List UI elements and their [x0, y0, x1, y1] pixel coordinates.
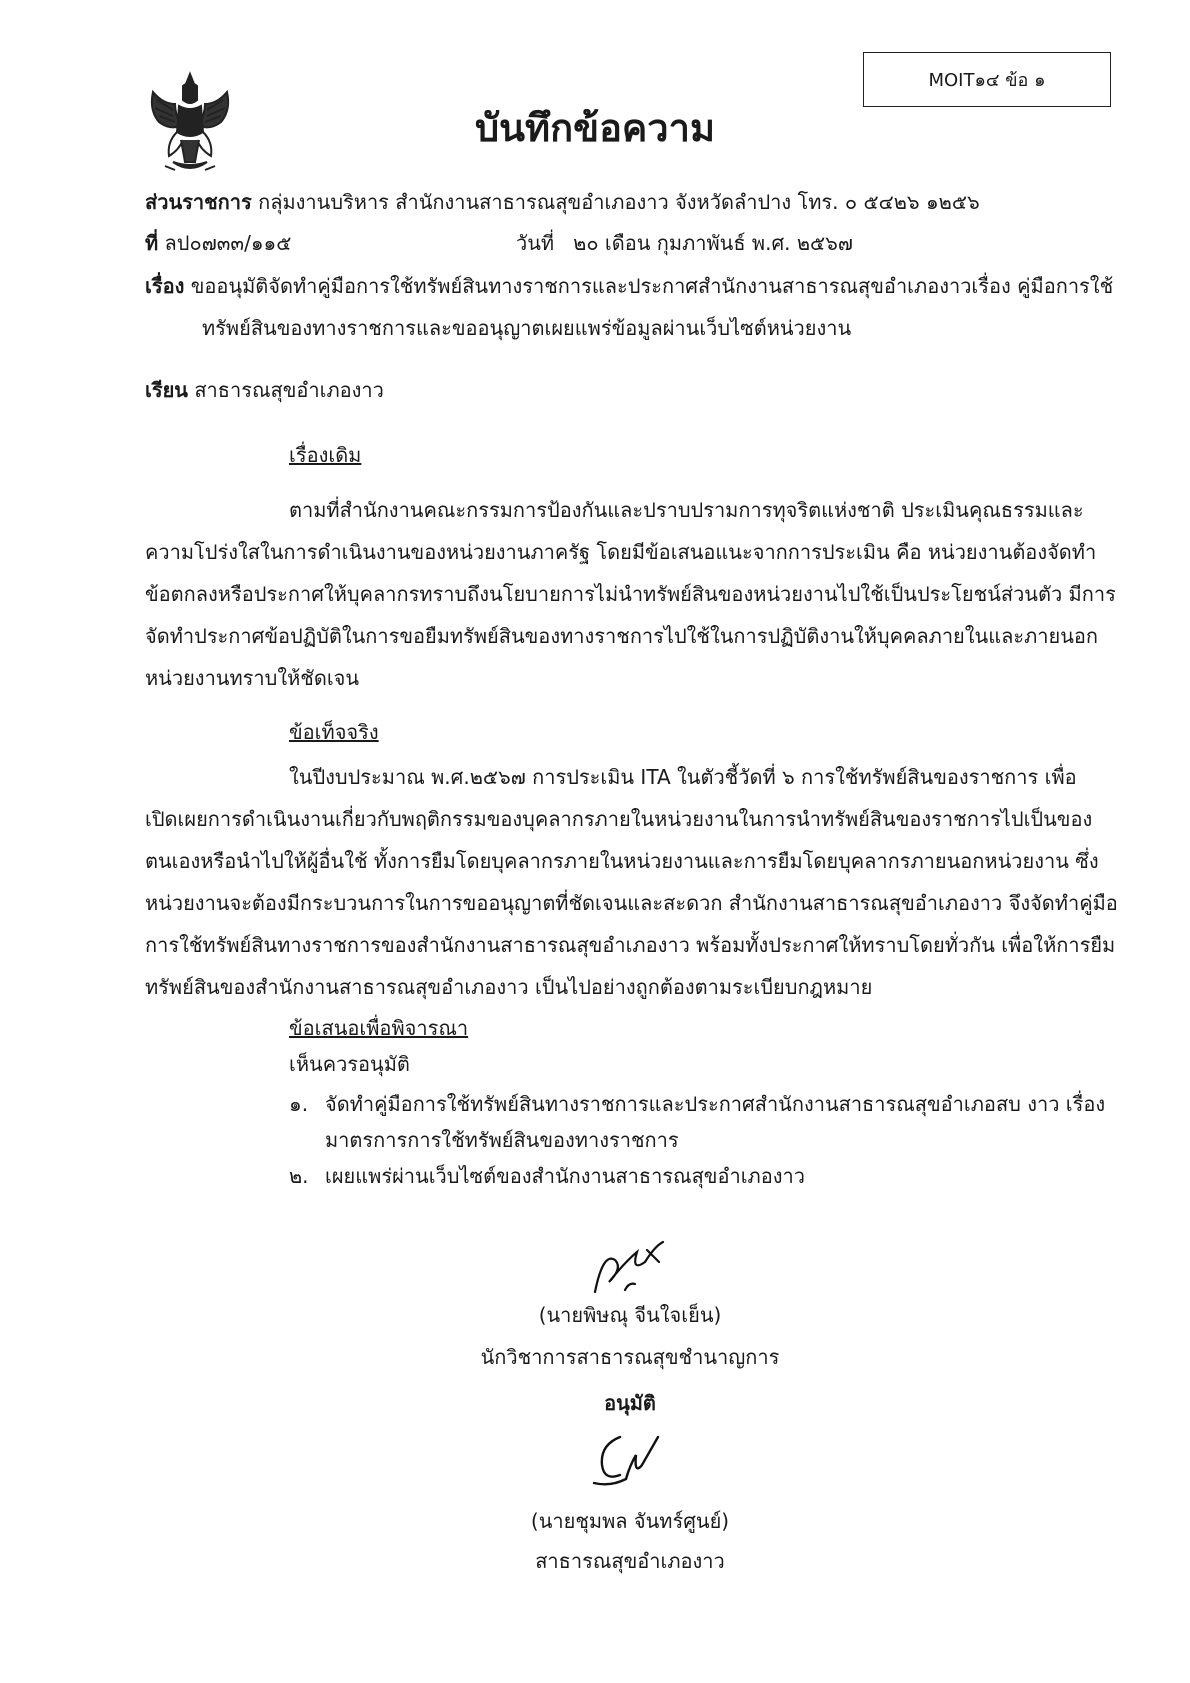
department-row: [145, 184, 980, 220]
proposal-item-number: ๒.: [289, 1164, 309, 1188]
paragraph-line: ตามที่สำนักงานคณะกรรมการป้องกันและปราบปรามการทุจริตแห่งชาติ ประเมินคุณธรรมและ: [289, 498, 1084, 522]
recipient-label: เรียน: [145, 378, 188, 402]
signer-1-name: (นายพิษณุ จีนใจเย็น): [538, 1303, 722, 1327]
date-value: ๒๐ เดือน กุมภาพันธ์ พ.ศ. ๒๕๖๗: [573, 231, 853, 255]
background-paragraph: [145, 489, 1116, 699]
memo-title: บันทึกข้อความ: [474, 106, 716, 150]
date-label: วันที่: [516, 231, 555, 255]
recipient-value: สาธารณสุขอำเภองาว: [194, 378, 384, 402]
date-row: [516, 225, 853, 261]
paragraph-line: จัดทำประกาศข้อปฏิบัติในการขอยืมทรัพย์สินของทางราชการไปใช้ในการปฏิบัติงานให้บุคคลภายในและภายนอก: [145, 624, 1099, 648]
paragraph-line: ในปีงบประมาณ พ.ศ.๒๕๖๗ การประเมิน ITA ในตัวชี้วัดที่ ๖ การใช้ทรัพย์สินของราชการ เพื่อ: [289, 765, 1077, 789]
proposal-intro: เห็นควรอนุมัติ: [289, 1052, 410, 1076]
proposal-item-text: มาตรการการใช้ทรัพย์สินของทางราชการ: [325, 1128, 679, 1152]
facts-heading: ข้อเท็จจริง: [289, 720, 379, 744]
proposal-item-text: เผยแพร่ผ่านเว็บไซต์ของสำนักงานสาธารณสุขอำเภองาว: [325, 1164, 805, 1188]
approver-position: สาธารณสุขอำเภองาว: [535, 1549, 725, 1573]
facts-paragraph: [145, 756, 1118, 1008]
subject-label: เรื่อง: [145, 274, 185, 298]
signer-1-position: นักวิชาการสาธารณสุขชำนาญการ: [480, 1345, 780, 1369]
department-label: ส่วนราชการ: [145, 190, 252, 214]
proposal-item-number: ๑.: [289, 1092, 309, 1116]
reference-label: ที่: [145, 231, 159, 255]
background-heading: เรื่องเดิม: [289, 443, 362, 467]
subject-row: [145, 268, 1113, 304]
paragraph-line: การใช้ทรัพย์สินทางราชการของสำนักงานสาธารณสุขอำเภองาว พร้อมทั้งประกาศให้ทราบโดยทั่วกัน เพื่อให้การยืม: [145, 933, 1116, 957]
subject-line-2: ทรัพย์สินของทางราชการและขออนุญาตเผยแพร่ข้อมูลผ่านเว็บไซต์หน่วยงาน: [202, 316, 852, 340]
subject-line-1: ขออนุมัติจัดทำคู่มือการใช้ทรัพย์สินทางราชการและประกาศสำนักงานสาธารณสุขอำเภองาวเรื่อง คู่มือการใช้: [190, 274, 1114, 298]
proposal-heading: ข้อเสนอเพื่อพิจารณา: [289, 1016, 469, 1040]
paragraph-line: ข้อตกลงหรือประกาศให้บุคลากรทราบถึงนโยบายการไม่นำทรัพย์สินของหน่วยงานไปใช้เป็นประโยชน์ส่วนตัว มีการ: [145, 582, 1116, 606]
signature-1-image: [585, 1232, 675, 1302]
paragraph-line: เปิดเผยการดำเนินงานเกี่ยวกับพฤติกรรมของบุคลากรภายในหน่วยงานในการนำทรัพย์สินของราชการไปเป็นของ: [145, 807, 1093, 831]
paragraph-line: ตนเองหรือนำไปให้ผู้อื่นใช้ ทั้งการยืมโดยบุคลากรภายในหน่วยงานและการยืมโดยบุคลากรภายนอกหน่วยงาน ซึ่ง: [145, 849, 1099, 873]
proposal-item-text: จัดทำคู่มือการใช้ทรัพย์สินทางราชการและประกาศสำนักงานสาธารณสุขอำเภอสบ งาว เรื่อง: [325, 1092, 1106, 1116]
recipient-row: [145, 372, 384, 408]
department-value: กลุ่มงานบริหาร สำนักงานสาธารณสุขอำเภองาว จังหวัดลำปาง โทร. ๐ ๕๔๒๖ ๑๒๕๖: [258, 190, 980, 214]
reference-value: ลป๐๗๓๓/๑๑๕: [164, 231, 292, 255]
approver-name: (นายชุมพล จันทร์ศูนย์): [530, 1509, 730, 1533]
paragraph-line: ทรัพย์สินของสำนักงานสาธารณสุขอำเภองาว เป็นไปอย่างถูกต้องตามระเบียบกฎหมาย: [145, 975, 873, 999]
document-code: MOIT๑๔ ข้อ ๑: [928, 70, 1046, 91]
signature-2-image: [580, 1425, 670, 1495]
approval-label: อนุมัติ: [604, 1391, 656, 1415]
reference-row: [145, 225, 291, 261]
paragraph-line: หน่วยงานทราบให้ชัดเจน: [145, 666, 360, 690]
paragraph-line: ความโปร่งใสในการดำเนินงานของหน่วยงานภาครัฐ โดยมีข้อเสนอแนะจากการประเมิน คือ หน่วยงานต้องจัดทำ: [145, 540, 1097, 564]
paragraph-line: หน่วยงานจะต้องมีกระบวนการในการขออนุญาตที่ชัดเจนและสะดวก สำนักงานสาธารณสุขอำเภองาว จึงจัดทำคู่มือ: [145, 891, 1118, 915]
